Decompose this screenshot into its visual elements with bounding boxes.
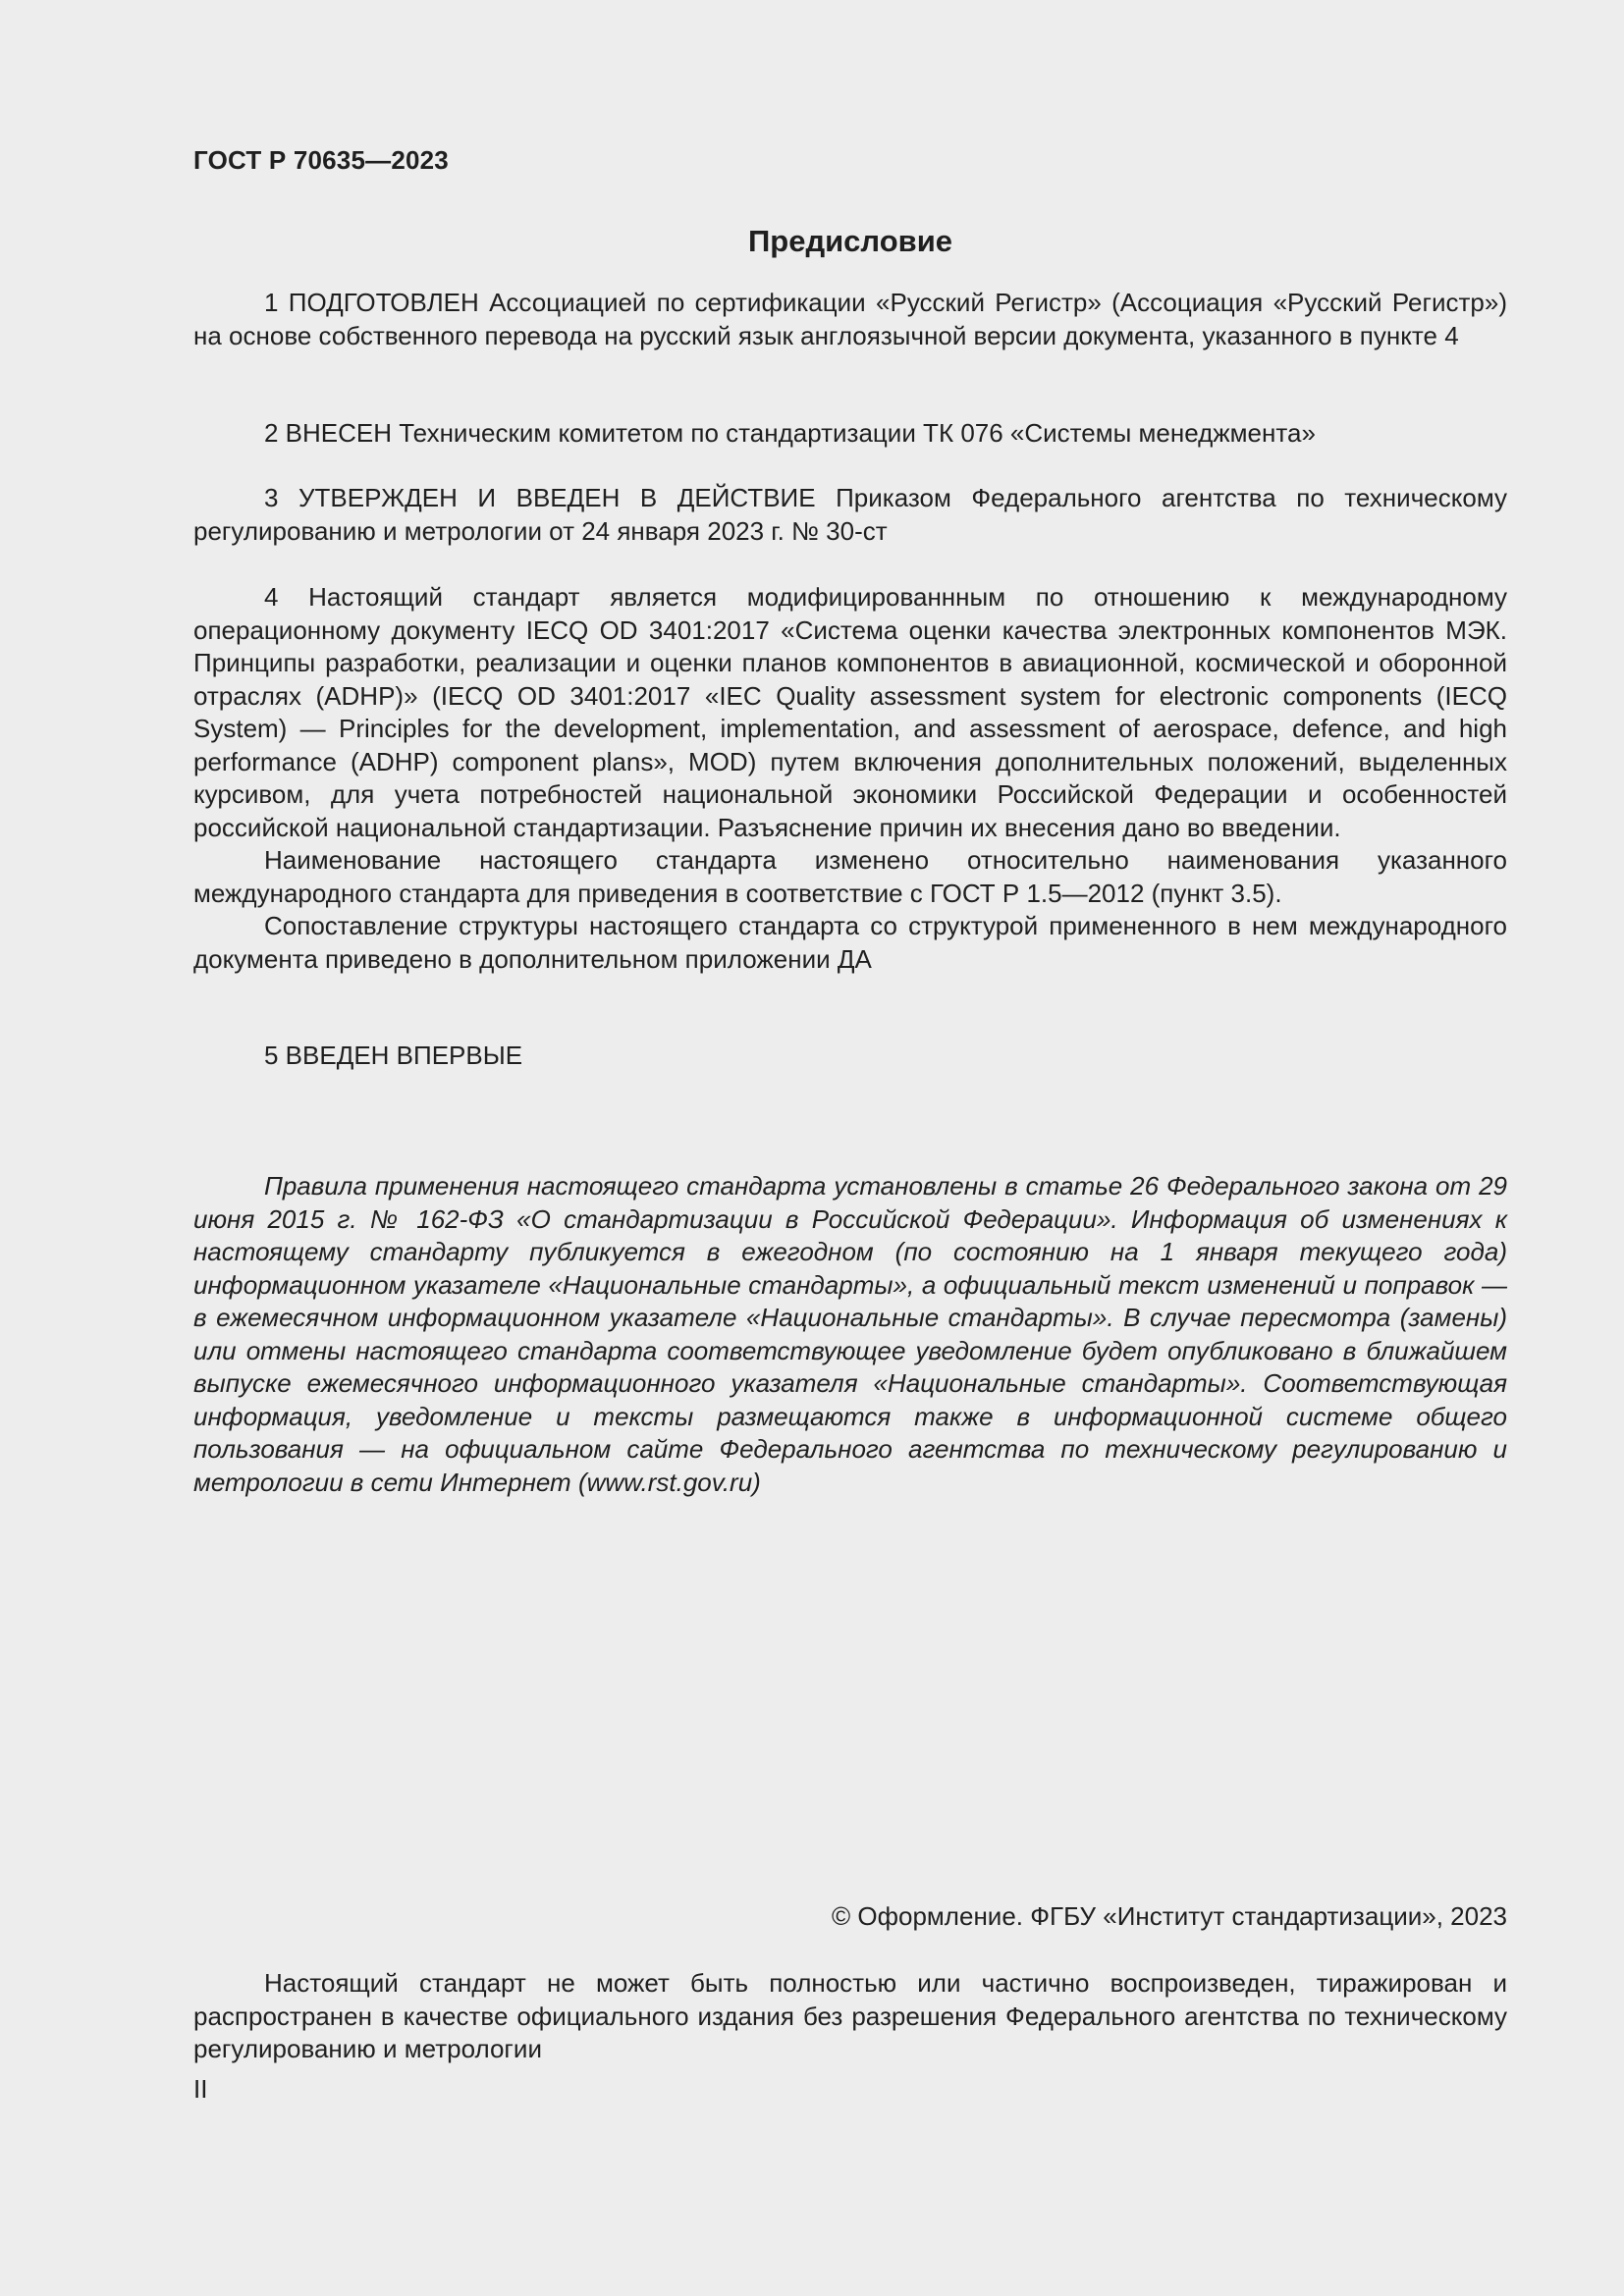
preface-item-4-paragraph-3: Сопоставление структуры настоящего стандарта со структурой примененного в нем международного документа приведено в дополнительном приложении ДА	[193, 911, 1507, 974]
preface-item-4-paragraph-1: 4 Настоящий стандарт является модифицированнным по отношению к международному операционному документу IECQ OD 3401:2017 «Система оценки качества электронных компонентов МЭК. Принципы разработки, реализации и оценки планов компонентов в авиационной, космической и оборонной отраслях (ADHP)» (IECQ OD 3401:2017 «IEC Quality assessment system for electronic components (IECQ System) — Principles for the development, implementation, and assessment of aerospace, defence, and high performance (ADHP) component plans», MOD) путем включения дополнительных положений, выделенных курсивом, для учета потребностей национальной экономики Российской Федерации и особенностей российской национальной стандартизации. Разъяснение причин их внесения дано во введении.	[193, 582, 1507, 842]
preface-item-3-text: 3 УТВЕРЖДЕН И ВВЕДЕН В ДЕЙСТВИЕ Приказом Федерального агентства по техническому регулированию и метрологии от 24 января 2023 г. № 30-ст	[193, 483, 1507, 546]
preface-item-3	[193, 482, 1507, 548]
preface-item-2-text: 2 ВНЕСЕН Техническим комитетом по стандартизации ТК 076 «Системы менеджмента»	[264, 418, 1316, 448]
preface-item-1-text: 1 ПОДГОТОВЛЕН Ассоциацией по сертификации «Русский Регистр» (Ассоциация «Русский Регистр») на основе собственного перевода на русский язык англоязычной версии документа, указанного в пункте 4	[193, 288, 1507, 350]
preface-item-4	[193, 581, 1507, 976]
document-code: ГОСТ Р 70635—2023	[193, 145, 449, 175]
reproduction-notice	[193, 1967, 1507, 2066]
preface-item-1	[193, 287, 1507, 352]
application-rules-note	[193, 1170, 1507, 1499]
preface-item-5	[193, 1040, 1507, 1073]
application-rules-text: Правила применения настоящего стандарта установлены в статье 26 Федерального закона от 29 июня 2015 г. № 162-ФЗ «О стандартизации в Российской Федерации». Информация об изменениях к настоящему стандарту публикуется в ежегодном (по состоянию на 1 января текущего года) информационном указателе «Национальные стандарты», а официальный текст изменений и поправок — в ежемесячном информационном указателе «Национальные стандарты». В случае пересмотра (замены) или отмены настоящего стандарта соответствующее уведомление будет опубликовано в ближайшем выпуске ежемесячного информационного указателя «Национальные стандарты». Соответствующая информация, уведомление и тексты размещаются также в информационной системе общего пользования — на официальном сайте Федерального агентства по техническому регулированию и метрологии в сети Интернет (www.rst.gov.ru)	[193, 1171, 1507, 1497]
preface-title: Предисловие	[747, 224, 952, 258]
preface-item-5-text: 5 ВВЕДЕН ВПЕРВЫЕ	[264, 1041, 523, 1070]
preface-item-2	[193, 417, 1507, 451]
copyright-line: © Оформление. ФГБУ «Институт стандартизации», 2023	[832, 1901, 1507, 1931]
preface-item-4-paragraph-2: Наименование настоящего стандарта изменено относительно наименования указанного международного стандарта для приведения в соответствие с ГОСТ Р 1.5—2012 (пункт 3.5).	[193, 845, 1507, 908]
page-number: II	[193, 2074, 208, 2104]
reproduction-notice-text: Настоящий стандарт не может быть полностью или частично воспроизведен, тиражирован и распространен в качестве официального издания без разрешения Федерального агентства по техническому регулированию и метрологии	[193, 1968, 1507, 2063]
